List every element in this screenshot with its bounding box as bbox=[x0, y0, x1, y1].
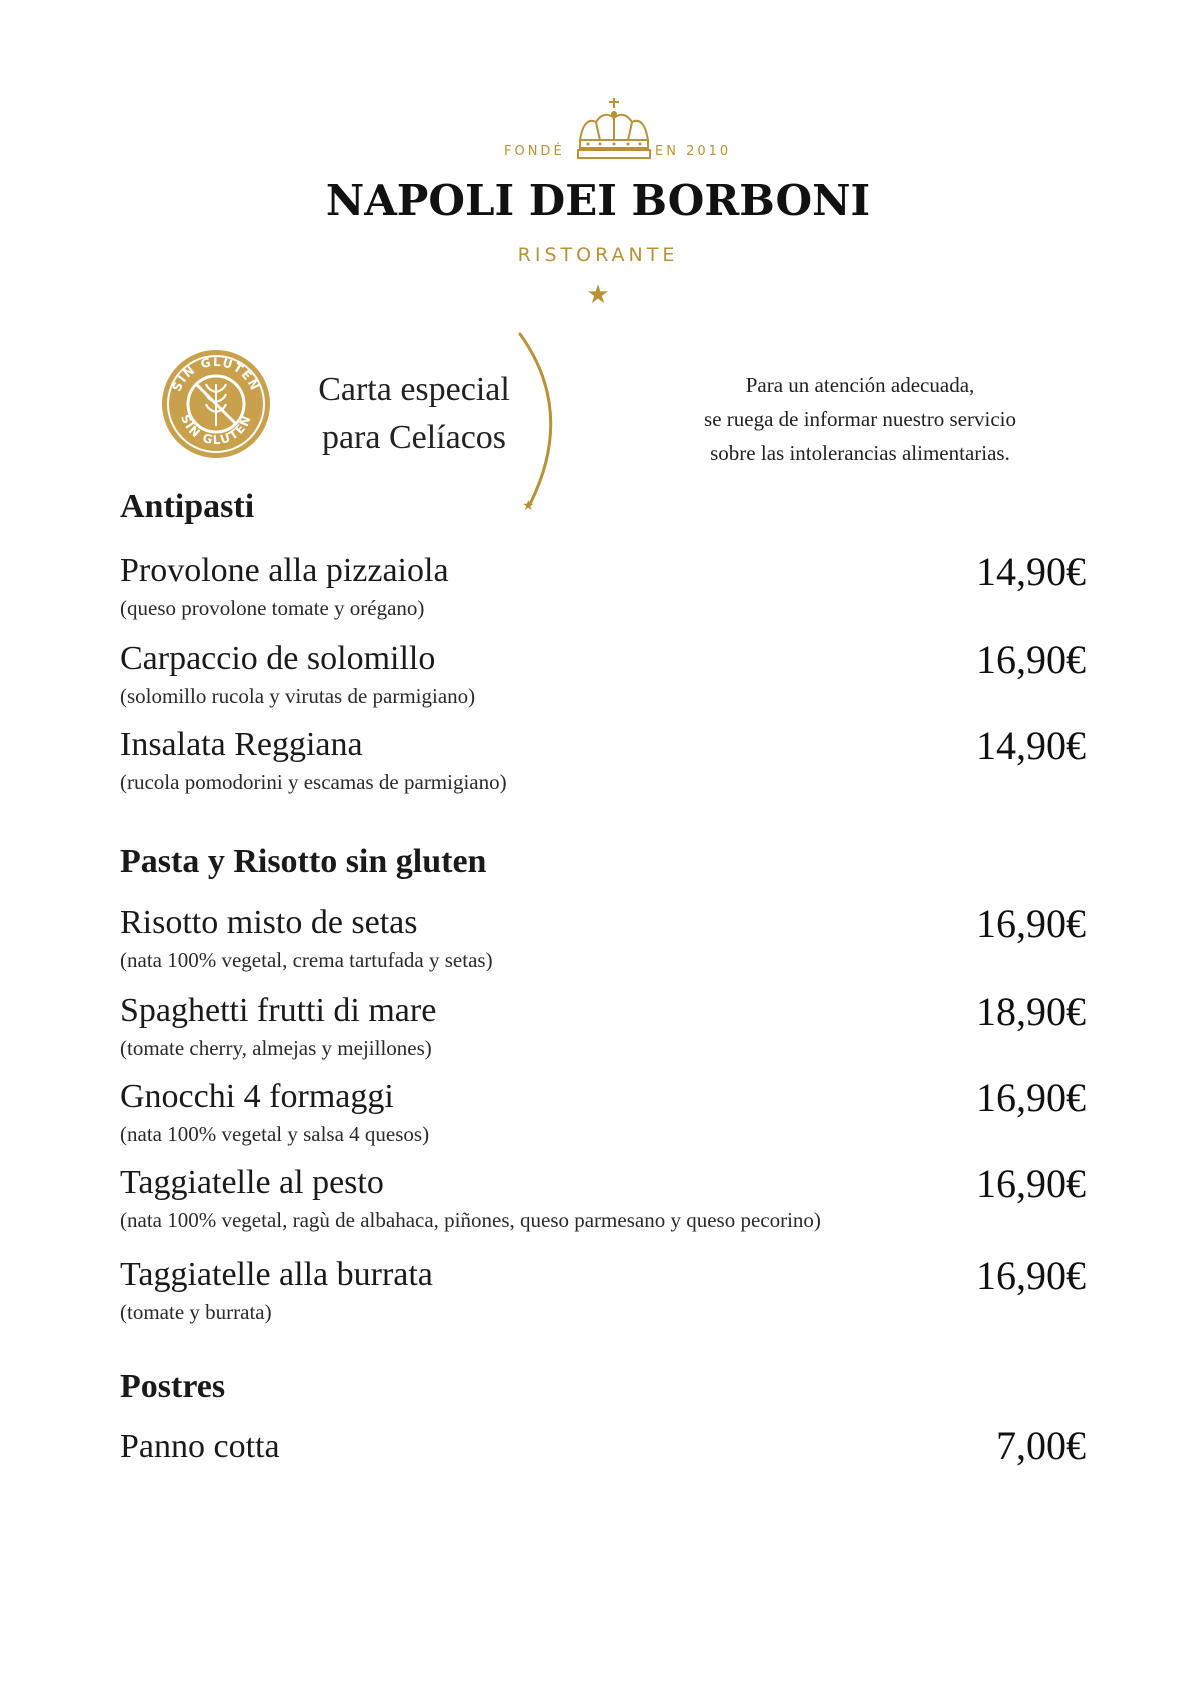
star-icon: ★ bbox=[586, 280, 610, 310]
dish-description: (solomillo rucola y virutas de parmigiano) bbox=[120, 684, 476, 708]
section-title-pasta: Pasta y Risotto sin gluten bbox=[120, 843, 487, 880]
notice-line2: se ruega de informar nuestro servicio bbox=[704, 407, 1016, 431]
dish-price: 16,90€ bbox=[976, 1161, 1086, 1206]
founded-label: FONDÉ bbox=[504, 144, 565, 159]
dish-name: Taggiatelle alla burrata bbox=[120, 1256, 433, 1293]
dish-name: Carpaccio de solomillo bbox=[120, 640, 436, 677]
celiac-title-line1: Carta especial bbox=[318, 371, 510, 408]
dish-description: (queso provolone tomate y orégano) bbox=[120, 596, 425, 620]
dish-description: (nata 100% vegetal y salsa 4 quesos) bbox=[120, 1122, 430, 1146]
dish-name: Panno cotta bbox=[120, 1428, 280, 1465]
notice-line1: Para un atención adecuada, bbox=[745, 373, 975, 397]
restaurant-header bbox=[0, 0, 1196, 330]
celiac-menu-title bbox=[284, 366, 544, 462]
restaurant-name: NAPOLI DEI BORBONI bbox=[325, 176, 871, 225]
dish-price: 18,90€ bbox=[976, 989, 1086, 1034]
dish-name: Provolone alla pizzaiola bbox=[120, 552, 449, 589]
restaurant-subtitle: RISTORANTE bbox=[517, 244, 679, 266]
dish-price: 7,00€ bbox=[996, 1423, 1086, 1468]
gluten-free-stamp-icon bbox=[160, 348, 272, 460]
section-title-postres: Postres bbox=[120, 1368, 226, 1405]
dish-description: (rucola pomodorini y escamas de parmigiano) bbox=[120, 770, 507, 794]
dish-name: Gnocchi 4 formaggi bbox=[120, 1078, 394, 1115]
dish-description: (nata 100% vegetal, ragù de albahaca, piñones, queso parmesano y queso pecorino) bbox=[120, 1208, 821, 1232]
svg-text:★: ★ bbox=[522, 498, 535, 512]
crown-logo-icon bbox=[574, 96, 654, 162]
dish-description: (tomate cherry, almejas y mejillones) bbox=[120, 1036, 432, 1060]
dish-name: Risotto misto de setas bbox=[120, 904, 418, 941]
allergy-notice bbox=[640, 368, 1080, 470]
celiac-title-line2: para Celíacos bbox=[321, 419, 507, 456]
dish-price: 14,90€ bbox=[976, 723, 1086, 768]
dish-description: (tomate y burrata) bbox=[120, 1300, 272, 1324]
dish-price: 16,90€ bbox=[976, 901, 1086, 946]
dish-price: 16,90€ bbox=[976, 1253, 1086, 1298]
section-title-antipasti: Antipasti bbox=[120, 488, 255, 525]
dish-name: Insalata Reggiana bbox=[120, 726, 363, 763]
dish-name: Spaghetti frutti di mare bbox=[120, 992, 437, 1029]
dish-name: Taggiatelle al pesto bbox=[120, 1164, 384, 1201]
dish-price: 14,90€ bbox=[976, 549, 1086, 594]
dish-price: 16,90€ bbox=[976, 637, 1086, 682]
dish-price: 16,90€ bbox=[976, 1075, 1086, 1120]
dish-description: (nata 100% vegetal, crema tartufada y setas) bbox=[120, 948, 493, 972]
decorative-arc-icon bbox=[516, 332, 576, 512]
stamp-bottom-text: SIN GLUTEN bbox=[177, 412, 255, 448]
founded-year: EN 2010 bbox=[655, 144, 732, 159]
notice-line3: sobre las intolerancias alimentarias. bbox=[710, 441, 1010, 465]
stamp-top-text: SIN GLUTEN bbox=[169, 354, 263, 394]
